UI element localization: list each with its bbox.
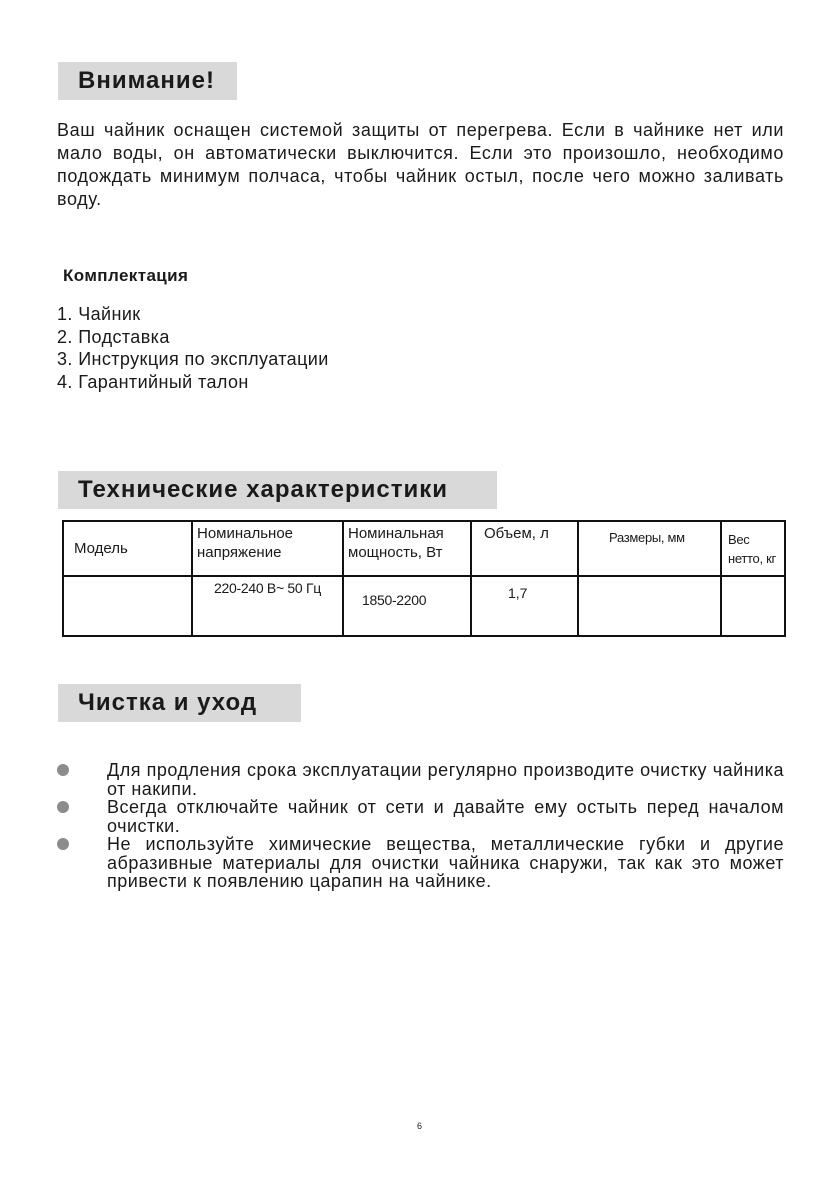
care-item-text: Всегда отключайте чайник от сети и давайте ему остыть перед началом очистки. — [107, 797, 784, 836]
header-power: Номинальная мощность, Вт — [343, 521, 471, 576]
header-dimensions: Размеры, мм — [578, 521, 721, 576]
warning-text: Ваш чайник оснащен системой защиты от перегрева. Если в чайнике нет или мало воды, он автоматически выключится. Если это произошло, необходимо подождать минимум полчаса, чтобы чайник остыл, после чего можно заливать воду. — [57, 120, 784, 209]
care-item — [57, 761, 784, 798]
header-voltage: Номинальное напряжение — [192, 521, 343, 576]
value-voltage: 220-240 В~ 50 Гц — [192, 576, 343, 636]
specs-header-row — [63, 521, 785, 576]
value-model — [63, 576, 192, 636]
kit-item: 2. Подставка — [57, 326, 170, 347]
kit-item: 4. Гарантийный талон — [57, 371, 249, 392]
value-power: 1850-2200 — [343, 576, 471, 636]
care-item-text: Не используйте химические вещества, металлические губки и другие абразивные материалы для очистки чайника снаружи, так как это может привести к появлению царапин на чайнике. — [107, 834, 784, 891]
page-number: 6 — [416, 1121, 422, 1131]
header-volume: Объем, л — [471, 521, 578, 576]
bullet-icon — [57, 764, 69, 776]
value-weight — [721, 576, 785, 636]
care-item-text: Для продления срока эксплуатации регулярно производите очистку чайника от накипи. — [107, 760, 784, 799]
kit-item: 1. Чайник — [57, 304, 141, 324]
value-volume: 1,7 — [471, 576, 578, 636]
kit-heading: Комплектация — [63, 266, 189, 285]
header-weight: Вес нетто, кг — [721, 521, 785, 576]
warning-heading: Внимание! — [58, 62, 237, 100]
care-heading: Чистка и уход — [58, 684, 301, 722]
value-dimensions — [578, 576, 721, 636]
care-item — [57, 798, 784, 835]
specs-value-row — [63, 576, 785, 636]
bullet-icon — [57, 801, 69, 813]
care-list — [57, 761, 784, 891]
bullet-icon — [57, 838, 69, 850]
care-item — [57, 835, 784, 891]
header-model: Модель — [63, 521, 192, 576]
specs-heading: Технические характеристики — [58, 471, 497, 509]
kit-list — [57, 303, 329, 393]
kit-item: 3. Инструкция по эксплуатации — [57, 349, 329, 369]
specs-table — [62, 520, 786, 637]
